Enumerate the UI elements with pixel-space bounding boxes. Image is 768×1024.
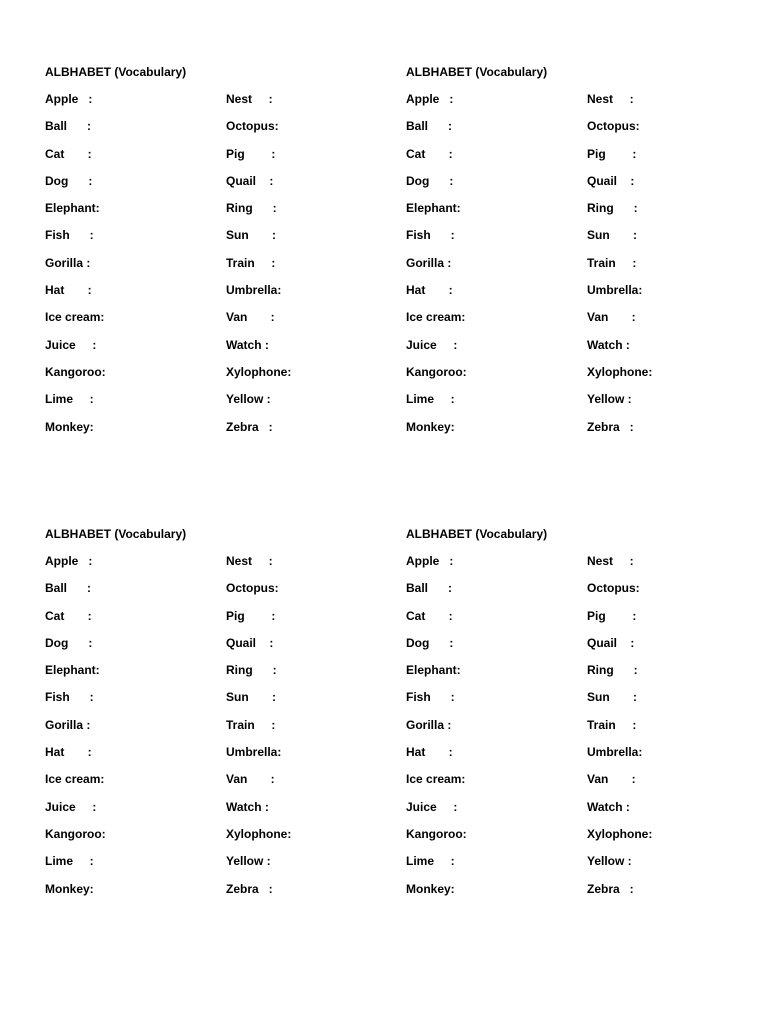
vocabulary-row xyxy=(45,554,375,581)
vocabulary-row xyxy=(406,338,736,365)
vocabulary-word-left: Juice : xyxy=(45,337,97,352)
vocabulary-word-right: Pig : xyxy=(587,608,637,623)
vocabulary-word-right: Octopus: xyxy=(226,581,279,596)
vocabulary-word-left: Kangoroo: xyxy=(45,364,106,379)
vocabulary-word-left: Fish : xyxy=(406,228,455,243)
vocabulary-word-left: Apple : xyxy=(45,554,93,568)
vocabulary-word-right: Zebra : xyxy=(226,419,273,434)
vocabulary-word-right: Yellow : xyxy=(587,392,632,407)
vocabulary-row xyxy=(406,310,736,337)
vocabulary-word-left: Ball : xyxy=(45,119,92,134)
vocabulary-word-left: Gorilla : xyxy=(406,255,452,270)
vocabulary-word-right: Pig : xyxy=(226,146,276,161)
vocabulary-row xyxy=(406,718,736,745)
vocabulary-word-left: Monkey: xyxy=(406,881,455,896)
vocabulary-word-left: Lime : xyxy=(406,854,455,869)
vocabulary-word-right: Octopus: xyxy=(587,119,640,134)
vocabulary-row xyxy=(406,690,736,717)
vocabulary-word-left: Monkey: xyxy=(406,419,455,434)
vocabulary-row xyxy=(45,745,375,772)
vocabulary-row xyxy=(45,228,375,255)
vocabulary-word-left: Cat : xyxy=(406,146,453,161)
vocabulary-word-left: Dog : xyxy=(45,173,93,188)
vocabulary-word-left: Hat : xyxy=(406,283,453,298)
vocabulary-row xyxy=(45,338,375,365)
vocabulary-row xyxy=(406,800,736,827)
vocabulary-word-left: Ice cream: xyxy=(45,772,105,787)
vocabulary-row xyxy=(406,636,736,663)
vocabulary-word-right: Watch : xyxy=(587,337,630,352)
vocabulary-row xyxy=(406,147,736,174)
vocabulary-row xyxy=(45,827,375,854)
vocabulary-word-right: Ring : xyxy=(587,663,638,678)
vocabulary-list xyxy=(45,92,375,447)
vocabulary-word-left: Lime : xyxy=(406,392,455,407)
vocabulary-word-right: Octopus: xyxy=(587,581,640,596)
vocabulary-word-right: Nest : xyxy=(226,554,273,568)
vocabulary-word-right: Watch : xyxy=(587,799,630,814)
vocabulary-word-right: Quail : xyxy=(226,635,274,650)
vocabulary-word-right: Sun : xyxy=(226,228,276,243)
vocabulary-word-left: Cat : xyxy=(45,146,92,161)
vocabulary-word-left: Gorilla : xyxy=(45,255,91,270)
vocabulary-row xyxy=(45,201,375,228)
vocabulary-row xyxy=(406,882,736,909)
vocabulary-word-left: Dog : xyxy=(406,173,454,188)
vocabulary-row xyxy=(45,663,375,690)
vocabulary-row xyxy=(45,882,375,909)
vocabulary-word-right: Yellow : xyxy=(226,392,271,407)
vocabulary-word-right: Pig : xyxy=(587,146,637,161)
vocabulary-row xyxy=(45,854,375,881)
vocabulary-word-right: Nest : xyxy=(587,554,634,568)
vocabulary-row xyxy=(406,772,736,799)
vocabulary-word-left: Elephant: xyxy=(406,663,461,678)
vocabulary-word-right: Octopus: xyxy=(226,119,279,134)
vocabulary-word-right: Sun : xyxy=(587,228,637,243)
vocabulary-word-left: Elephant: xyxy=(45,663,100,678)
vocabulary-word-left: Juice : xyxy=(406,337,458,352)
vocabulary-word-right: Train : xyxy=(587,717,637,732)
vocabulary-word-left: Gorilla : xyxy=(406,717,452,732)
vocabulary-row xyxy=(45,392,375,419)
vocabulary-word-right: Train : xyxy=(226,717,276,732)
worksheet-title: ALBHABET (Vocabulary) xyxy=(406,527,548,541)
vocabulary-row xyxy=(45,92,375,119)
vocabulary-word-right: Quail : xyxy=(226,173,274,188)
vocabulary-word-right: Yellow : xyxy=(587,854,632,869)
vocabulary-row xyxy=(406,581,736,608)
vocabulary-row xyxy=(406,420,736,447)
vocabulary-word-right: Sun : xyxy=(226,690,276,705)
vocabulary-word-left: Hat : xyxy=(406,745,453,760)
vocabulary-word-left: Fish : xyxy=(45,228,94,243)
vocabulary-word-right: Sun : xyxy=(587,690,637,705)
vocabulary-word-left: Kangoroo: xyxy=(406,364,467,379)
vocabulary-row xyxy=(406,119,736,146)
vocabulary-word-right: Xylophone: xyxy=(226,826,292,841)
vocabulary-word-left: Ball : xyxy=(45,581,92,596)
vocabulary-row xyxy=(406,92,736,119)
vocabulary-word-right: Quail : xyxy=(587,173,635,188)
vocabulary-word-right: Watch : xyxy=(226,337,269,352)
vocabulary-word-left: Ice cream: xyxy=(406,772,466,787)
vocabulary-row xyxy=(45,283,375,310)
vocabulary-word-right: Yellow : xyxy=(226,854,271,869)
vocabulary-word-left: Monkey: xyxy=(45,419,94,434)
vocabulary-row xyxy=(406,827,736,854)
vocabulary-word-left: Lime : xyxy=(45,392,94,407)
vocabulary-word-right: Zebra : xyxy=(587,881,634,896)
vocabulary-row xyxy=(45,174,375,201)
vocabulary-row xyxy=(45,772,375,799)
vocabulary-row xyxy=(45,147,375,174)
vocabulary-row xyxy=(406,201,736,228)
worksheet-title: ALBHABET (Vocabulary) xyxy=(45,65,187,79)
vocabulary-word-left: Ice cream: xyxy=(406,310,466,325)
vocabulary-word-right: Nest : xyxy=(587,92,634,106)
vocabulary-word-right: Ring : xyxy=(226,663,277,678)
vocabulary-word-left: Gorilla : xyxy=(45,717,91,732)
vocabulary-row xyxy=(45,581,375,608)
vocabulary-word-right: Van : xyxy=(226,772,275,787)
vocabulary-row xyxy=(406,392,736,419)
vocabulary-row xyxy=(45,420,375,447)
vocabulary-row xyxy=(406,854,736,881)
vocabulary-word-right: Quail : xyxy=(587,635,635,650)
vocabulary-row xyxy=(406,745,736,772)
vocabulary-word-right: Watch : xyxy=(226,799,269,814)
vocabulary-word-left: Apple : xyxy=(45,92,93,106)
vocabulary-word-left: Hat : xyxy=(45,283,92,298)
vocabulary-word-right: Train : xyxy=(587,255,637,270)
vocabulary-word-left: Kangoroo: xyxy=(45,826,106,841)
vocabulary-row xyxy=(45,310,375,337)
vocabulary-word-left: Dog : xyxy=(406,635,454,650)
vocabulary-word-right: Umbrella: xyxy=(587,283,643,298)
vocabulary-row xyxy=(406,283,736,310)
vocabulary-word-left: Juice : xyxy=(45,799,97,814)
vocabulary-row xyxy=(406,174,736,201)
vocabulary-row xyxy=(45,636,375,663)
vocabulary-word-right: Van : xyxy=(226,310,275,325)
vocabulary-word-right: Nest : xyxy=(226,92,273,106)
vocabulary-row xyxy=(406,256,736,283)
vocabulary-word-left: Kangoroo: xyxy=(406,826,467,841)
vocabulary-word-left: Apple : xyxy=(406,92,454,106)
vocabulary-word-left: Monkey: xyxy=(45,881,94,896)
vocabulary-word-left: Hat : xyxy=(45,745,92,760)
vocabulary-row xyxy=(45,365,375,392)
vocabulary-list xyxy=(406,554,736,909)
vocabulary-row xyxy=(45,800,375,827)
vocabulary-word-right: Xylophone: xyxy=(587,364,653,379)
vocabulary-row xyxy=(406,554,736,581)
vocabulary-row xyxy=(406,663,736,690)
vocabulary-word-right: Pig : xyxy=(226,608,276,623)
vocabulary-word-left: Ball : xyxy=(406,119,453,134)
worksheet-title: ALBHABET (Vocabulary) xyxy=(406,65,548,79)
vocabulary-row xyxy=(45,256,375,283)
vocabulary-word-left: Ball : xyxy=(406,581,453,596)
vocabulary-list xyxy=(45,554,375,909)
vocabulary-word-left: Ice cream: xyxy=(45,310,105,325)
vocabulary-word-right: Ring : xyxy=(226,201,277,216)
vocabulary-word-right: Umbrella: xyxy=(587,745,643,760)
vocabulary-word-left: Cat : xyxy=(45,608,92,623)
vocabulary-word-left: Lime : xyxy=(45,854,94,869)
vocabulary-word-right: Xylophone: xyxy=(226,364,292,379)
vocabulary-word-right: Ring : xyxy=(587,201,638,216)
vocabulary-list xyxy=(406,92,736,447)
vocabulary-row xyxy=(406,609,736,636)
vocabulary-row xyxy=(406,228,736,255)
vocabulary-row xyxy=(406,365,736,392)
vocabulary-word-right: Umbrella: xyxy=(226,745,282,760)
vocabulary-word-right: Zebra : xyxy=(587,419,634,434)
worksheet-title: ALBHABET (Vocabulary) xyxy=(45,527,187,541)
vocabulary-word-right: Van : xyxy=(587,772,636,787)
vocabulary-word-left: Elephant: xyxy=(45,201,100,216)
vocabulary-row xyxy=(45,119,375,146)
vocabulary-word-left: Cat : xyxy=(406,608,453,623)
vocabulary-row xyxy=(45,609,375,636)
vocabulary-row xyxy=(45,690,375,717)
vocabulary-word-left: Elephant: xyxy=(406,201,461,216)
vocabulary-word-right: Van : xyxy=(587,310,636,325)
vocabulary-word-left: Dog : xyxy=(45,635,93,650)
vocabulary-word-left: Fish : xyxy=(45,690,94,705)
vocabulary-word-left: Juice : xyxy=(406,799,458,814)
vocabulary-row xyxy=(45,718,375,745)
vocabulary-word-right: Train : xyxy=(226,255,276,270)
vocabulary-word-right: Xylophone: xyxy=(587,826,653,841)
vocabulary-word-right: Umbrella: xyxy=(226,283,282,298)
vocabulary-word-left: Fish : xyxy=(406,690,455,705)
vocabulary-word-right: Zebra : xyxy=(226,881,273,896)
vocabulary-word-left: Apple : xyxy=(406,554,454,568)
